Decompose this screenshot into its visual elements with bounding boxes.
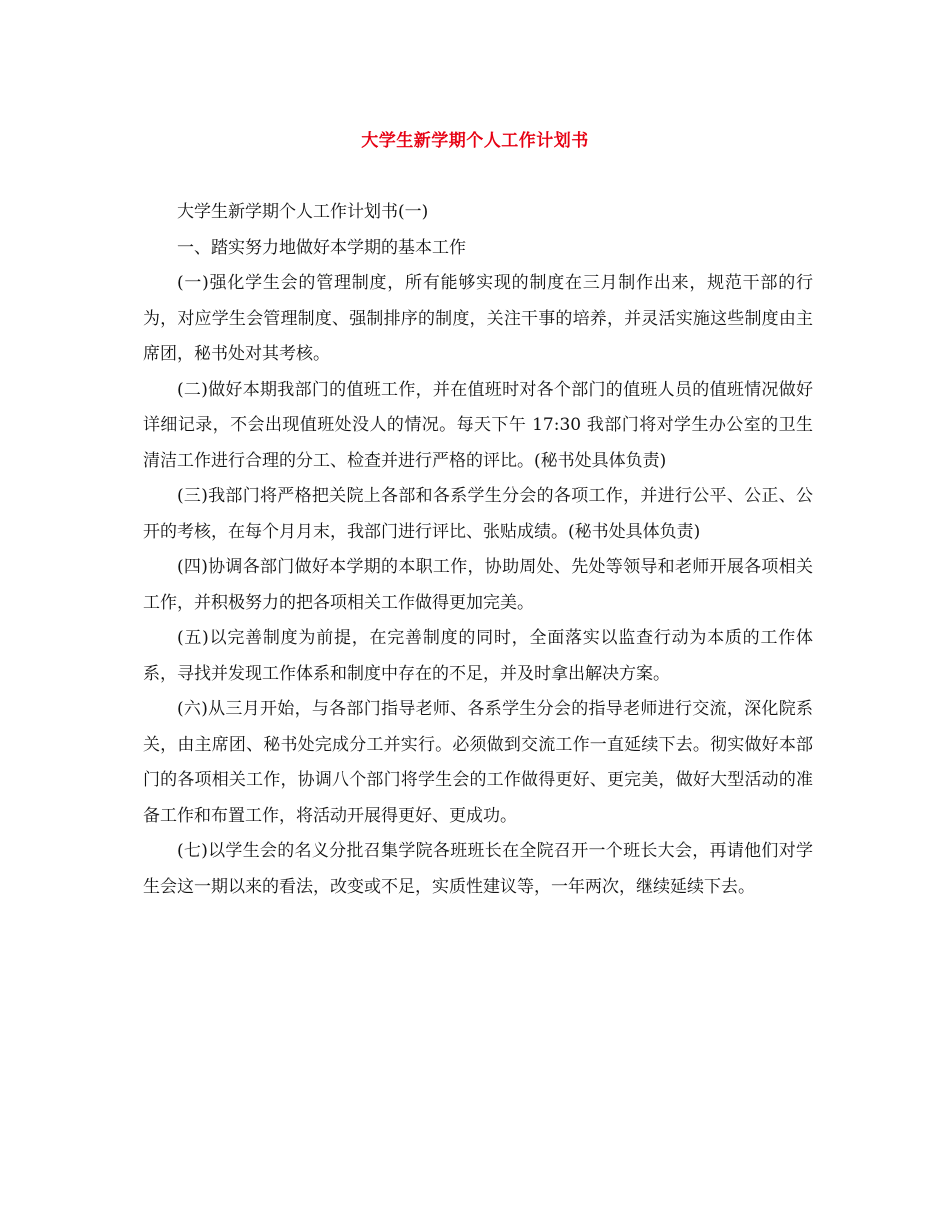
paragraph-item-7: (七)以学生会的名义分批召集学院各班班长在全院召开一个班长大会，再请他们对学生会这一期以来的看法，改变或不足，实质性建议等，一年两次，继续延续下去。 xyxy=(143,841,813,897)
paragraph-section-heading: 一、踏实努力地做好本学期的基本工作 xyxy=(177,237,466,258)
paragraph-item-1: (一)强化学生会的管理制度，所有能够实现的制度在三月制作出来，规范干部的行为，对应学生会管理制度、强制排序的制度，关注干事的培养，并灵活实施这些制度由主席团，秘书处对其考核。 xyxy=(143,273,813,364)
paragraph-subtitle: 大学生新学期个人工作计划书(一) xyxy=(177,202,429,222)
paragraph-item-2: (二)做好本期我部门的值班工作，并在值班时对各个部门的值班人员的值班情况做好详细记录，不会出现值班处没人的情况。每天下午 17:30 我部门将对学生办公室的卫生清洁工作进行合理的分工、检查并进行严格的评比。(秘书处具体负责) xyxy=(143,379,813,471)
paragraph-item-4: (四)协调各部门做好本学期的本职工作，协助周处、先处等领导和老师开展各项相关工作，并积极努力的把各项相关工作做得更加完美。 xyxy=(143,557,813,613)
paragraph-item-6: (六)从三月开始，与各部门指导老师、各系学生分会的指导老师进行交流，深化院系关，由主席团、秘书处完成分工并实行。必须做到交流工作一直延续下去。彻实做好本部门的各项相关工作，协调八个部门将学生会的工作做得更好、更完美，做好大型活动的准备工作和布置工作，将活动开展得更好、更成功。 xyxy=(143,699,813,826)
document-body xyxy=(143,195,813,905)
paragraph-item-5: (五)以完善制度为前提，在完善制度的同时，全面落实以监查行动为本质的工作体系，寻找并发现工作体系和制度中存在的不足，并及时拿出解决方案。 xyxy=(143,628,813,684)
document-title: 大学生新学期个人工作计划书 xyxy=(361,131,589,151)
paragraph-item-3: (三)我部门将严格把关院上各部和各系学生分会的各项工作，并进行公平、公正、公开的考核，在每个月月末，我部门进行评比、张贴成绩。(秘书处具体负责) xyxy=(143,486,813,542)
